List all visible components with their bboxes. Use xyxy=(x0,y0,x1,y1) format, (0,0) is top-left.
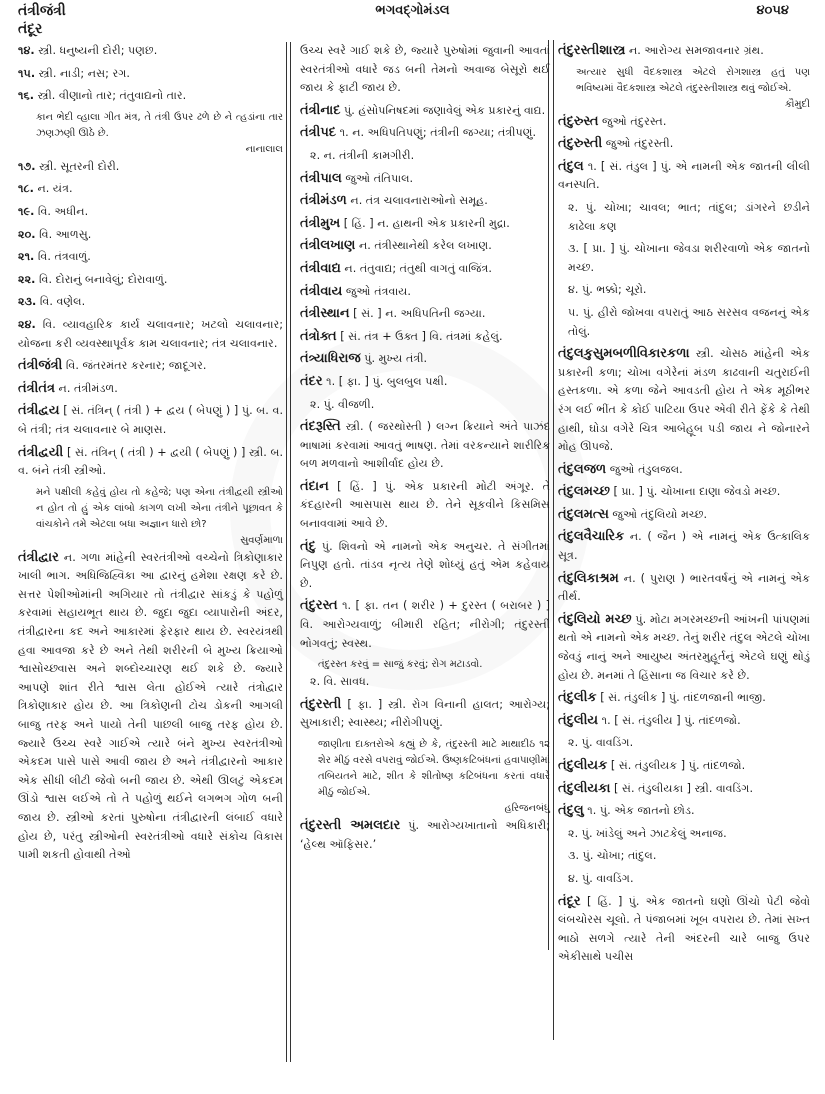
dictionary-entry: તંત્રીદ્વયી [ સં. તંત્રિન્ ( તંત્રી ) + દ્વયી ( બેપણું ) ] સ્ત્રી. બ. વ. બંને તંત્રી સ્ત્રીઓ. xyxy=(18,444,283,478)
headword: તંદુલીય xyxy=(558,712,599,728)
dictionary-entry: તંદુલિયો મચ્છ પું. મોટા મગરમચ્છની આંખની પાંપણમાં થતો એ નામનો એક મચ્છ. તેનું શરીર તંદુલ એટલે ચોખા જેવડું નાનું અને આયુષ્ય અંતરમુહૂર્તનું એટલે ઘણું થોડું હોય છે. મનમાં તે હિંસાના જ વિચાર કરે છે. xyxy=(558,611,810,682)
headword: તંદુરસ્તીશાસ્ત્ર xyxy=(558,43,626,58)
right-guide-word: તંદૂર xyxy=(18,21,43,37)
dictionary-entry: તંદુલવૈચારિક ન. ( જૈન ) એ નામનું એક ઉત્કાલિક સૂત્ર. xyxy=(558,529,810,563)
headword: તંત્રીપદ xyxy=(300,125,337,141)
dictionary-entry: તંદૂર [ હિં. ] પું. એક જાતનો ઘણો ઊંચો પેટી જેવો લંબચોરસ ચૂલો. તે પંજાબમાં ખૂબ વપરાય છે. તેમાં સખ્ત ભાઠો સળગે ત્યારે તેની અંદરની ચારે બાજુ ઉપર એકીસાથે પચીસ xyxy=(558,893,810,964)
column-divider xyxy=(286,42,287,1062)
sense: ૨૪. વિ. વ્યાવહારિક કાર્ય ચલાવનાર; ખટલો ચલાવનાર; યોજના કરી વ્યવસ્થાપૂર્વક કામ ચલાવનાર; તંત્ર ચલાવનાર. xyxy=(18,317,284,350)
dictionary-entry: તંદુલીયકા [ સં. તંડુલીયકા ] સ્ત્રી. વાવડિંગ. xyxy=(558,780,754,796)
sense: ૨. વિ. સાવધ. xyxy=(310,675,370,689)
headword: તંદુરસ્ત xyxy=(300,598,338,614)
quotation-source: સુવર્ણમાળા xyxy=(240,534,283,546)
quotation-source: નાનાલાલ xyxy=(245,143,283,155)
headword: તંદુલમચ્છ xyxy=(558,484,610,500)
sense: ૨. પું. વાવડિંગ. xyxy=(568,736,634,750)
headword: તંત્રીદ્વાર xyxy=(18,549,59,565)
column-3 xyxy=(558,42,810,971)
headword: તંદુલુ xyxy=(558,803,584,819)
sense: ૨. ન. તંત્રીની કામગીરી. xyxy=(310,148,415,162)
dictionary-entry: તંત્રીનાદ પું. હંસોપનિષદમાં જણાવેલું એક પ્રકારનું વાદ્ય. xyxy=(300,102,546,118)
headword: તંત્રીવાદ્ય xyxy=(300,260,341,276)
headword: તંદુલીક xyxy=(558,690,597,706)
headword: તંત્રીપાલ xyxy=(300,170,342,186)
dictionary-entry: તંત્રીજંત્રી વિ. જંતરમંતર કરનાર; જાદૂગર. xyxy=(18,358,207,374)
sense: ૩. પું. ચોખા; તાંદુલ. xyxy=(568,849,657,863)
headword: તંત્રીતંત્ર xyxy=(18,380,55,396)
left-guide-word: તંત્રીજંત્રી xyxy=(18,3,66,19)
headword: તંત્રીદ્વય xyxy=(18,403,60,419)
headword: તંત્ર્યાધિરાજ xyxy=(300,351,361,367)
dictionary-entry: તંત્રીમુખ [ હિં. ] ન. હાથની એક પ્રકારની મુદ્રા. xyxy=(300,215,510,231)
quotation: કાન ભેદી વ્હાલા ગીત મંત્ર, તે તંત્રી ઉપર ઢળે છે ને ત્હડાંના તાર ઝણઝણી ઊઠે છે. xyxy=(36,111,283,139)
dictionary-entry: તંત્રીપાલ જુઓ તંતિપાલ. xyxy=(300,170,414,186)
dictionary-entry: તંદુ પું. શિવનો એ નામનો એક અનુચર. તે સંગીતમાં નિપુણ હતો. તાંડવ નૃત્ય તેણે શોધ્યું હતું એમ કહેવાય છે. xyxy=(300,538,550,590)
dictionary-entry: તંત્રીવાદ્ય ન. તંતુવાદ્ય; તંતુથી વાગતું વાજિંત્ર. xyxy=(300,260,492,276)
dictionary-entry: તંદરૂસ્તિ સ્ત્રી. ( જરથોસ્તી ) લગ્ન ક્રિયાને અંતે પાઝંદ ભાષામાં કરવામાં આવતું ભાષણ. તેમાં વરકન્યાને શારીરિક બળ મળવાનો આશીર્વાદ હોય છે. xyxy=(300,419,550,471)
sense: ૪. પું. વાવડિંગ. xyxy=(568,871,634,885)
column-2 xyxy=(300,42,550,858)
dictionary-entry: તંદુલ ૧. [ સં. તંડુલ ] પું. એ નામની એક જાતની લીલી વનસ્પતિ. xyxy=(558,158,810,192)
dictionary-entry: તંત્રીદ્વાર ન. ગળા માંહેની સ્વરતંત્રીઓ વચ્ચેનો ત્રિકોણાકાર ખાલી ભાગ. અધિજિહ્વિકા આ દ્વારનું હમેશા રક્ષણ કરે છે. સત્તર પેશીઓમાંની અગિયાર તો તંત્રીદ્વાર સાંકડું કે પહોળું કરવામાં સહાયભૂત થાય છે. જુદા જુદા વ્યાપારોની અંદર, તંત્રીદ્વારના કદ અને આકારમાં ફેરફાર થાય છે. સ્વરયંત્રથી હવા આવજા કરે છે અને તેથી શરીરની બે મુખ્ય ક્રિયાઓ શ્વાસોચ્છ્વાસ અને શબ્દોચ્ચારણ થઈ શકે છે. જ્યારે આપણે શાંત રીતે શ્વાસ લેતા હોઈએ ત્યારે તંત્રોદ્વાર ત્રિકોણાકાર હોય છે. આ ત્રિકોણની ટોચ ડોકની આગલી બાજુ તરફ અને પાયો તેની પાછલી બાજુ તરફ હોય છે. જ્યારે ઉચ્ચ સ્વરે ગાઈએ ત્યારે બંને મુખ્ય સ્વરતંત્રીઓ એકદમ પાસે પાસે આવી જાય છે અને તંત્રીદ્વારનો આકાર એક સીધી લીટી જેવો બની જાય છે. એથી ઊલટું એકદમ ઊંડો શ્વાસ લઈએ તો તે પહોળું થઈને લગભગ ગોળ બની જાય છે. સ્ત્રીઓ કરતાં પુરુષોના તંત્રીદ્વારની લંબાઈ વધારે હોય છે, પરંતુ સ્ત્રીઓની સ્વરતંત્રીઓ વધારે સંકોચ વિકાસ પામી શકતી હોવાથી તેઓ xyxy=(18,549,283,862)
dictionary-entry: તંત્ર્યાધિરાજ પું. મુખ્ય તંત્રી. xyxy=(300,351,428,367)
sense: ૨૧. વિ. તંત્રવાળું. xyxy=(18,250,91,264)
headword: તંત્રીલખાણ xyxy=(300,238,356,254)
quotation: અત્યાર સુધી વૈદકશાસ્ત્ર એટલે રોગશાસ્ત્ર હતું પણ ભવિષ્યમાં વૈદકશાસ્ત્ર એટલે તંદુરસ્તીશાસ્ત્ર થવું જોઈએ. xyxy=(576,66,810,94)
sense: ૧૯. વિ. અધીન. xyxy=(18,204,89,218)
dictionary-entry: તંદુરુસ્ત જુઓ તંદુરસ્ત. xyxy=(558,113,667,129)
quotation-source: કૌમુદી xyxy=(784,98,810,110)
headword: તંદુરસ્તી xyxy=(300,696,342,712)
headword: તંત્રીજંત્રી xyxy=(18,358,63,374)
headword: તંદુ xyxy=(300,538,316,554)
phrase: તંદુરસ્ત કરવું = સાજું કરવું; રોગ મટાડવો. xyxy=(318,659,483,671)
sense: ૧૪. સ્ત્રી. ધનુષ્યની દોરી; પણછ. xyxy=(18,44,158,57)
headword: તંદુલજળ xyxy=(558,461,607,477)
headword: તંદાન xyxy=(300,478,329,494)
headword: તંદુલિયો મચ્છ xyxy=(558,611,632,627)
headword: તંદુલવૈચારિક xyxy=(558,529,625,545)
dictionary-entry: તંદુલિકાશ્રમ ન. ( પુરાણ ) ભારતવર્ષનું એ નામનું એક તીર્થ. xyxy=(558,570,810,604)
dictionary-entry: તંત્રીવાય જુઓ તંત્રવાય. xyxy=(300,283,411,299)
dictionary-entry: તંત્રીપદ ૧. ન. અધિપતિપણું; તંત્રીની જગ્યા; તંત્રીપણું. xyxy=(300,125,537,141)
headword: તંત્રોક્ત xyxy=(300,328,337,344)
dictionary-entry: તંદુલજળ જુઓ તંડુલજલ. xyxy=(558,461,683,477)
dictionary-entry: તંદુરસ્ત ૧. [ ફા. તન ( શરીર ) + દુરસ્ત ( બરાબર ) ] વિ. આરોગ્યવાળું; બીમારી રહિત; નીરોગી; તંદુરસ્તી ભોગવતું; સ્વસ્થ. xyxy=(300,598,550,650)
sense: ૧૭. સ્ત્રી. સૂતરની દોરી. xyxy=(18,159,120,173)
column-divider xyxy=(290,42,291,1062)
headword: તંદર xyxy=(300,373,323,389)
dictionary-entry: તંત્રીદ્વય [ સં. તંત્રિન્ ( તંત્રી ) + દ્વય ( બેપણું ) ] પું. બ. વ. બે તંત્રી; તંત્ર ચલાવનાર બે માણસ. xyxy=(18,403,284,436)
page-number: ૪૦૫૪ xyxy=(756,3,789,18)
continuation-text: ઉચ્ચ સ્વરે ગાઈ શકે છે, જ્યારે પુરુષોમાં જુવાની આવતાં સ્વરતંત્રીઓ વધારે જડ બની તેમનો અવાજ બેસૂરો થઈ જાય કે ફાટી જાય છે. xyxy=(300,44,550,95)
headword: તંત્રીવાય xyxy=(300,283,343,299)
headword: તંદુલિકાશ્રમ xyxy=(558,570,619,586)
headword: તંદુલકુસુમબળીવિકારકળા xyxy=(558,346,690,362)
sense: ૨૨. વિ. દોરાનું બનાવેલું; દોરાવાળું. xyxy=(18,272,168,286)
headword: તંદુરુસ્તી xyxy=(558,136,603,152)
headword: તંત્રીદ્વયી xyxy=(18,444,64,460)
sense: ૧૬. સ્ત્રી. વીણાનો તાર; તંતુવાદ્યનો તાર. xyxy=(18,89,187,103)
quotation: મને પક્ષીલી કહેવું હોય તો કહેજે; પણ એના તંત્રીદ્વયી સ્ત્રીઓ ન હોત તો હું એક લાંબો કાગળ લખી એના તંત્રીને પૂછાવત કે વાંચકોને તમે એટલા બધા અજ્ઞાન ધારો છો? xyxy=(36,486,283,530)
sense: ૨. પું. ખાંડેલું અને ઝાટકેલું અનાજ. xyxy=(568,826,727,840)
headword: તંદુલ xyxy=(558,158,584,174)
page-header xyxy=(0,0,825,22)
headword: તંત્રીમુખ xyxy=(300,215,341,231)
page-title: ભગવદ્ગોમંડલ xyxy=(375,3,450,18)
dictionary-entry: તંદુરસ્તીશાસ્ત્ર ન. આરોગ્ય સમજાવનાર ગ્રંથ. xyxy=(558,43,764,58)
dictionary-entry: તંદુરસ્તી [ ફા. ] સ્ત્રી. રોગ વિનાની હાલત; આરોગ્ય; સુખાકારી; સ્વાસ્થ્ય; નીરોગીપણું. xyxy=(300,696,551,730)
sense: ૧૫. સ્ત્રી. નાડી; નસ; રગ. xyxy=(18,66,130,80)
headword: તંદુલીયકા xyxy=(558,780,611,796)
headword: તંત્રીમંડળ xyxy=(300,193,347,209)
headword: તંત્રીનાદ xyxy=(300,102,341,118)
dictionary-entry: તંદુરુસ્તી જુઓ તંદુરસ્તી. xyxy=(558,136,674,152)
sense: ૫. પું. હીરો જોખવા વપરાતું આઠ સરસવ વજનનું એક તોલું. xyxy=(568,305,810,338)
sense: ૨. પું. વીજળી. xyxy=(310,397,375,411)
sense: ૨૩. વિ. વણેલ. xyxy=(18,295,86,309)
sense: ૪. પું. ભક્કો; ચૂરો. xyxy=(568,283,647,297)
sense: ૨. પું. ચોખા; ચાવલ; ભાત; તાંદુલ; ડાંગરને છડીને કાઢેલા કણ xyxy=(568,200,810,233)
dictionary-entry: તંદુલમચ્છ [ પ્રા. ] પું. ચોખાના દાણા જેવડો મચ્છ. xyxy=(558,484,781,500)
headword: તંદરૂસ્તિ xyxy=(300,419,341,435)
dictionary-entry: તંદુલકુસુમબળીવિકારકળા સ્ત્રી. ચોસઠ માંહેની એક પ્રકારની કળા; ચોખા વગેરેનાં મંડળ કાઢવાની ચતુરાઈની હસ્તકળા. એ કળા જેને આવડતી હોય તે એક મૂઠીભર રંગ લઈ ભીંત કે કોઈ પાટિયા ઉપર એવી રીતે ફેંકે કે તેથી હાથી, ઘોડા વગેરે ચિત્ર આબેહૂબ પડી જાય ને જોનારને મોહ ઊપજે. xyxy=(558,346,810,454)
headword: તંદુલીયક xyxy=(558,758,608,773)
dictionary-entry: તંદાન [ હિં. ] પું. એક પ્રકારની મોટી અંગૂર. તે કંદહારની આસપાસ થાય છે. તેને સૂકવીને કિસમિસ બનાવવામાં આવે છે. xyxy=(300,478,550,531)
headword: તંદુલમત્સ xyxy=(558,506,609,522)
headword: તંદુરસ્તી અમલદાર xyxy=(300,818,401,833)
headword: તંદૂર xyxy=(558,893,581,909)
dictionary-entry: તંત્રીસ્થાન [ સં. ] ન. અધિપતિની જગ્યા. xyxy=(300,306,486,322)
dictionary-entry: તંદુલુ ૧. પું. એક જાતનો છોડ. xyxy=(558,803,695,819)
dictionary-entry: તંત્રોક્ત [ સં. તંત્ર + ઉક્ત ] વિ. તંત્રમાં કહેલું. xyxy=(300,328,503,344)
sense: ૧૮. ન. યંત્ર. xyxy=(18,182,73,196)
sense: ૨૦. વિ. આળસુ. xyxy=(18,227,92,241)
column-divider xyxy=(553,40,554,1040)
dictionary-entry: તંત્રીલખાણ ન. તંત્રીસ્થાનેથી કરેલ લખાણ. xyxy=(300,238,492,254)
quotation-source: હરિજનબંધુ xyxy=(504,803,550,814)
dictionary-entry: તંદુલમત્સ જુઓ તંદુલિયો મચ્છ. xyxy=(558,506,708,522)
dictionary-entry: તંદુરસ્તી અમલદાર પું. આરોગ્યખાતાનો અધિકારી; ‘હેલ્થ ઑફિસર.’ xyxy=(300,818,550,851)
column-1 xyxy=(18,42,283,869)
dictionary-entry: તંત્રીતંત્ર ન. તંત્રીમંડળ. xyxy=(18,380,118,396)
sense: ૩. [ પ્રા. ] પું. ચોખાના જેવડા શરીરવાળો એક જાતનો મચ્છ. xyxy=(568,242,810,274)
headword: તંદુરુસ્ત xyxy=(558,113,599,129)
headword: તંત્રીસ્થાન xyxy=(300,306,350,322)
dictionary-entry: તંદુલીય ૧. [ સં. તંડુલીય ] પું. તાંદળજો. xyxy=(558,712,741,728)
quotation: જાણીતા દાક્તરોએ કહ્યું છે કે, તંદુરસ્તી માટે માથાદીઠ ૧૨ શેર મીઠું વરસે વપરાવું જોઈએ. ઉષ્ણકટિબંધનાં હવાપાણીમાં તબિયતને માટે, શીત કે શીતોષ્ણ કટિબંધના કરતાં વધારે મીઠું જોઈએ. xyxy=(318,739,550,798)
dictionary-entry: તંદુલીયક [ સં. તંડુલીયક ] પું. તાંદળજો. xyxy=(558,758,746,773)
dictionary-entry: તંદર ૧. [ ફા. ] પું. બુલબુલ પક્ષી. xyxy=(300,373,448,389)
dictionary-entry: તંદુલીક [ સં. તંડુલીક ] પું. તાંદળજાની ભાજી. xyxy=(558,690,766,706)
dictionary-entry: તંત્રીમંડળ ન. તંત્ર ચલાવનારાઓનો સમૂહ. xyxy=(300,193,488,209)
